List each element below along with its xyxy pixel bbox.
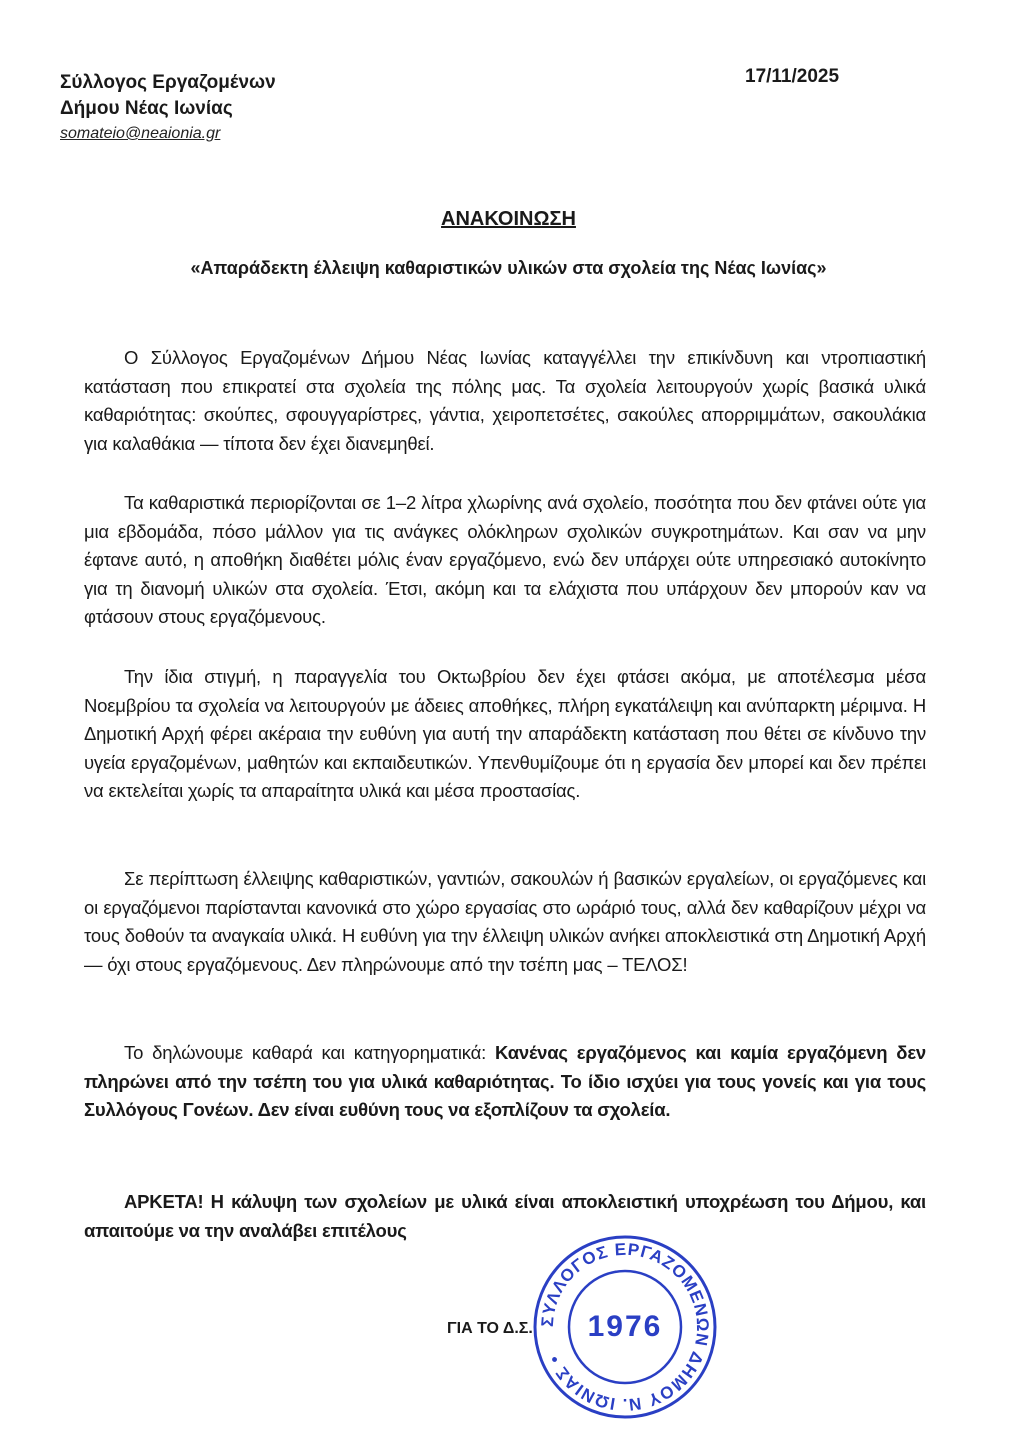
document-subtitle: «Απαράδεκτη έλλειψη καθαριστικών υλικών στα σχολεία της Νέας Ιωνίας» (190, 258, 827, 278)
paragraph-4: Σε περίπτωση έλλειψης καθαριστικών, γαντιών, σακουλών ή βασικών εργαλείων, οι εργαζόμενες και οι εργαζόμενοι παρίστανται κανονικά στο χώρο εργασίας στο ωράριό τους, αλλά δεν καθαρίζουν μέχρι να τους δοθούν τα αναγκαία υλικά. Η ευθύνη για την έλλειψη υλικών ανήκει αποκλειστικά στη Δημοτική Αρχή — όχι στους εργαζόμενους. Δεν πληρώνουμε από την τσέπη μας – ΤΕΛΟΣ! (84, 868, 926, 975)
paragraph-3: Την ίδια στιγμή, η παραγγελία του Οκτωβρίου δεν έχει φτάσει ακόμα, με αποτέλεσμα μέσα Νοεμβρίου τα σχολεία να λειτουργούν με άδειες αποθήκες, πλήρη εγκατάλειψη και ανύπαρκτη μέριμνα. Η Δημοτική Αρχή φέρει ακέραια την ευθύνη για αυτή την απαράδεκτη κατάσταση που θέτει σε κίνδυνο την υγεία εργαζομένων, μαθητών και εκπαιδευτικών. Υπενθυμίζουμε ότι η εργασία δεν μπορεί και δεν πρέπει να εκτελείται χωρίς τα απαραίτητα υλικά και μέσα προστασίας. (84, 666, 926, 802)
union-stamp-icon (530, 1232, 720, 1422)
paragraph-5-bold: Κανένας εργαζόμενος και καμία εργαζόμενη δεν πληρώνει από την τσέπη του για υλικά καθαριότητας. Το ίδιο ισχύει για τους γονείς και για τους Συλλόγους Γονέων. Δεν είναι ευθύνη τους να εξοπλίζουν τα σχολεία. (84, 1042, 926, 1121)
stamp-ring-text: ΣΥΛΛΟΓΟΣ ΕΡΓΑΖΟΜΕΝΩΝ ΔΗΜΟΥ Ν. ΙΩΝΙΑΣ • (537, 1239, 713, 1415)
stamp-year: 1976 (587, 1310, 663, 1343)
document-date: 17/11/2025 (745, 66, 840, 87)
signoff: ΓΙΑ ΤΟ Δ.Σ. (447, 1320, 533, 1337)
sender-block (60, 70, 276, 146)
paragraph-2: Τα καθαριστικά περιορίζονται σε 1–2 λίτρα χλωρίνης ανά σχολείο, ποσότητα που δεν φτάνει ούτε για μια εβδομάδα, πόσο μάλλον για τις ανάγκες ολόκληρων σχολικών συγκροτημάτων. Και σαν να μην έφτανε αυτό, η αποθήκη διαθέτει μόλις έναν εργαζόμενο, ενώ δεν υπάρχει ούτε υπηρεσιακό αυτοκίνητο για τη διανομή υλικών στα σχολεία. Έτσι, ακόμη και τα ελάχιστα που υπάρχουν δεν μπορούν καν να φτάσουν στους εργαζόμενους. (84, 492, 926, 628)
paragraph-6: ΑΡΚΕΤΑ! Η κάλυψη των σχολείων με υλικά είναι αποκλειστική υποχρέωση του Δήμου, και απαιτούμε να την αναλάβει επιτέλους (84, 1191, 926, 1241)
sender-email-link[interactable]: somateio@neaionia.gr (60, 125, 221, 142)
paragraph-5 (84, 1039, 926, 1125)
paragraph-1: Ο Σύλλογος Εργαζομένων Δήμου Νέας Ιωνίας καταγγέλλει την επικίνδυνη και ντροπιαστική κατάσταση που επικρατεί στα σχολεία της πόλης μας. Τα σχολεία λειτουργούν χωρίς βασικά υλικά καθαριότητας: σκούπες, σφουγγαρίστρες, γάντια, χειροπετσέτες, σακούλες απορριμμάτων, σακουλάκια για καλαθάκια — τίποτα δεν έχει διανεμηθεί. (84, 347, 926, 454)
document-title: ΑΝΑΚΟΙΝΩΣΗ (441, 208, 576, 230)
sender-org-line2: Δήμου Νέας Ιωνίας (60, 98, 233, 119)
paragraph-5-plain: Το δηλώνουμε καθαρά και κατηγορηματικά: (124, 1042, 495, 1063)
sender-org-line1: Σύλλογος Εργαζομένων (60, 72, 276, 93)
